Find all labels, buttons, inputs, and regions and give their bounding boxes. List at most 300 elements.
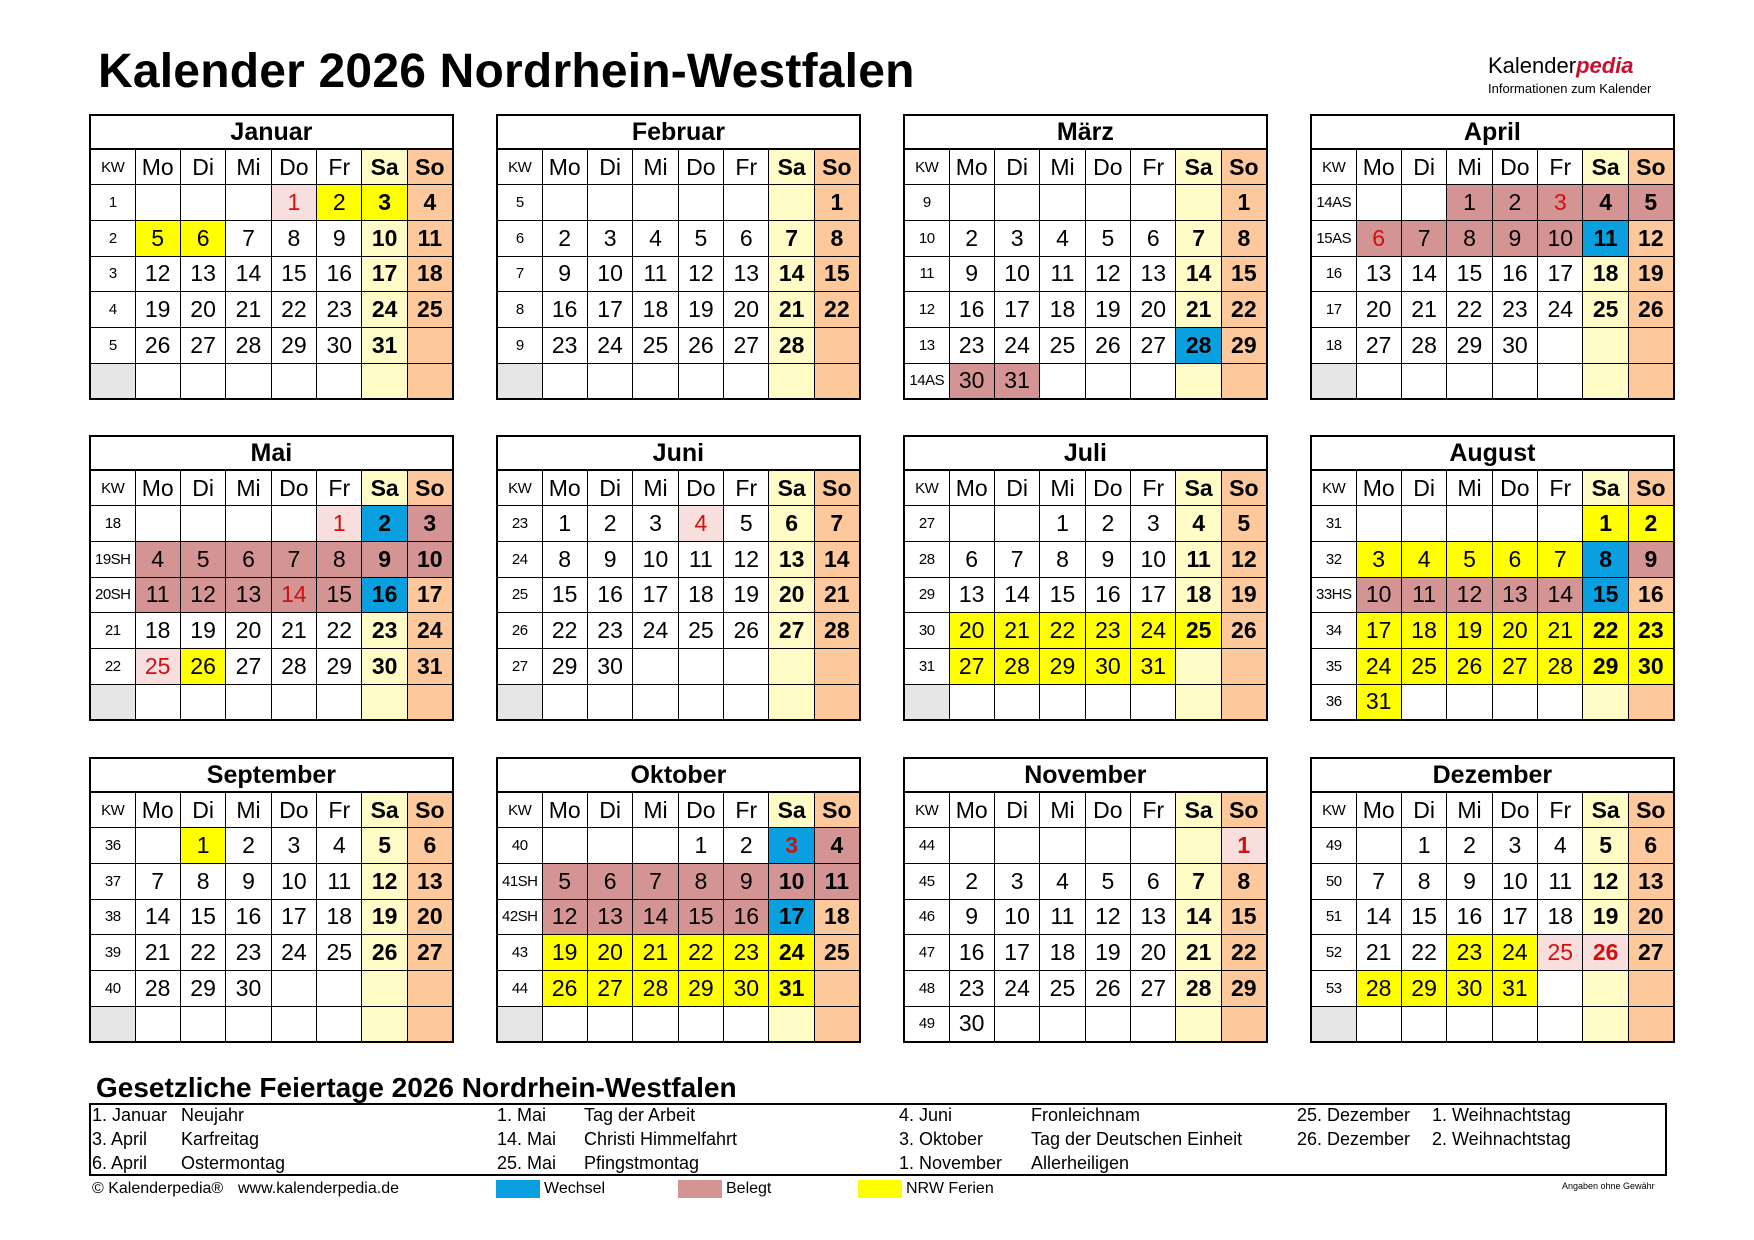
day-cell[interactable]: 10 (407, 541, 452, 577)
day-cell[interactable]: 8 (1221, 863, 1266, 899)
day-cell[interactable]: 17 (1131, 577, 1176, 613)
day-cell[interactable]: 15 (1040, 577, 1085, 613)
day-cell[interactable]: 7 (1538, 541, 1583, 577)
day-cell[interactable]: 8 (1040, 541, 1085, 577)
day-cell[interactable]: 10 (587, 256, 632, 292)
day-cell[interactable]: 1 (1221, 828, 1266, 864)
day-cell[interactable]: 7 (1401, 220, 1446, 256)
day-cell[interactable]: 17 (271, 899, 316, 935)
day-cell[interactable]: 28 (994, 648, 1039, 684)
day-cell[interactable]: 17 (587, 292, 632, 328)
day-cell[interactable]: 12 (1628, 220, 1673, 256)
day-cell[interactable]: 24 (1492, 935, 1537, 971)
day-cell[interactable]: 23 (949, 327, 994, 363)
day-cell[interactable]: 25 (814, 935, 860, 971)
day-cell[interactable]: 30 (1447, 970, 1492, 1006)
day-cell[interactable]: 16 (317, 256, 362, 292)
day-cell[interactable]: 9 (949, 899, 994, 935)
day-cell[interactable]: 22 (1221, 935, 1266, 971)
day-cell[interactable]: 27 (1356, 327, 1401, 363)
day-cell[interactable]: 28 (135, 970, 180, 1006)
day-cell[interactable]: 4 (678, 506, 723, 542)
day-cell[interactable]: 5 (1583, 828, 1628, 864)
day-cell[interactable]: 14 (994, 577, 1039, 613)
day-cell[interactable]: 23 (226, 935, 271, 971)
day-cell[interactable]: 3 (587, 220, 632, 256)
day-cell[interactable]: 18 (317, 899, 362, 935)
day-cell[interactable]: 2 (542, 220, 587, 256)
day-cell[interactable]: 14 (1176, 899, 1221, 935)
day-cell[interactable]: 20 (1628, 899, 1673, 935)
day-cell[interactable]: 8 (317, 541, 362, 577)
day-cell[interactable]: 23 (317, 292, 362, 328)
day-cell[interactable]: 19 (180, 613, 225, 649)
day-cell[interactable]: 2 (1628, 506, 1674, 542)
day-cell[interactable]: 4 (1583, 185, 1628, 221)
brand-logo[interactable] (1488, 54, 1634, 78)
day-cell[interactable]: 8 (678, 863, 723, 899)
day-cell[interactable]: 3 (994, 863, 1039, 899)
day-cell[interactable]: 16 (226, 899, 271, 935)
day-cell[interactable]: 25 (1583, 292, 1628, 328)
day-cell[interactable]: 1 (317, 506, 362, 542)
day-cell[interactable]: 4 (1401, 541, 1446, 577)
day-cell[interactable]: 21 (769, 292, 814, 328)
day-cell[interactable]: 21 (633, 935, 678, 971)
day-cell[interactable]: 29 (1040, 648, 1085, 684)
day-cell[interactable]: 7 (1176, 220, 1221, 256)
day-cell[interactable]: 7 (633, 863, 678, 899)
day-cell[interactable]: 12 (724, 541, 769, 577)
day-cell[interactable]: 26 (362, 935, 407, 971)
day-cell[interactable]: 19 (1447, 613, 1492, 649)
day-cell[interactable]: 18 (1401, 613, 1446, 649)
day-cell[interactable]: 8 (1447, 220, 1492, 256)
day-cell[interactable]: 30 (587, 648, 632, 684)
day-cell[interactable]: 24 (633, 613, 678, 649)
day-cell[interactable]: 30 (317, 327, 362, 363)
day-cell[interactable]: 24 (1131, 613, 1176, 649)
day-cell[interactable]: 12 (1447, 577, 1492, 613)
day-cell[interactable]: 23 (724, 935, 769, 971)
day-cell[interactable]: 10 (271, 863, 316, 899)
day-cell[interactable]: 19 (362, 899, 407, 935)
day-cell[interactable]: 13 (769, 541, 814, 577)
day-cell[interactable]: 27 (407, 935, 452, 971)
day-cell[interactable]: 11 (317, 863, 362, 899)
day-cell[interactable]: 28 (814, 613, 859, 649)
day-cell[interactable]: 22 (1447, 292, 1492, 328)
day-cell[interactable]: 10 (633, 541, 678, 577)
day-cell[interactable]: 15 (678, 899, 723, 935)
day-cell[interactable]: 2 (1492, 185, 1537, 221)
day-cell[interactable]: 21 (1176, 292, 1221, 328)
day-cell[interactable]: 27 (949, 648, 994, 684)
day-cell[interactable]: 5 (180, 541, 225, 577)
day-cell[interactable]: 2 (949, 220, 994, 256)
day-cell[interactable]: 27 (180, 327, 225, 363)
day-cell[interactable]: 23 (1085, 613, 1130, 649)
day-cell[interactable]: 24 (1356, 648, 1401, 684)
day-cell[interactable]: 10 (1538, 220, 1583, 256)
day-cell[interactable]: 4 (1040, 220, 1085, 256)
day-cell[interactable]: 24 (994, 970, 1039, 1006)
day-cell[interactable]: 18 (814, 899, 860, 935)
day-cell[interactable]: 23 (362, 613, 407, 649)
day-cell[interactable]: 24 (994, 327, 1039, 363)
day-cell[interactable]: 19 (1085, 292, 1130, 328)
day-cell[interactable]: 20 (587, 935, 632, 971)
day-cell[interactable]: 1 (1447, 185, 1492, 221)
day-cell[interactable]: 12 (1085, 899, 1130, 935)
day-cell[interactable]: 3 (769, 828, 814, 864)
day-cell[interactable]: 29 (1221, 970, 1266, 1006)
day-cell[interactable]: 8 (1401, 863, 1446, 899)
day-cell[interactable]: 17 (407, 577, 452, 613)
day-cell[interactable]: 18 (135, 613, 180, 649)
day-cell[interactable]: 27 (1131, 327, 1176, 363)
day-cell[interactable]: 4 (407, 185, 453, 221)
day-cell[interactable]: 15 (1221, 256, 1266, 292)
day-cell[interactable]: 5 (1221, 506, 1266, 542)
day-cell[interactable]: 9 (542, 256, 587, 292)
day-cell[interactable]: 31 (994, 363, 1039, 399)
day-cell[interactable]: 29 (180, 970, 225, 1006)
day-cell[interactable]: 20 (1131, 935, 1176, 971)
day-cell[interactable]: 9 (724, 863, 769, 899)
day-cell[interactable]: 4 (814, 828, 860, 864)
day-cell[interactable]: 7 (994, 541, 1039, 577)
day-cell[interactable]: 18 (1040, 935, 1085, 971)
day-cell[interactable]: 2 (587, 506, 632, 542)
day-cell[interactable]: 24 (587, 327, 632, 363)
day-cell[interactable]: 23 (542, 327, 587, 363)
day-cell[interactable]: 25 (1040, 327, 1085, 363)
day-cell[interactable]: 20 (407, 899, 452, 935)
day-cell[interactable]: 2 (362, 506, 407, 542)
day-cell[interactable]: 17 (1492, 899, 1537, 935)
day-cell[interactable]: 5 (678, 220, 723, 256)
day-cell[interactable]: 16 (1492, 256, 1537, 292)
day-cell[interactable]: 11 (407, 220, 453, 256)
day-cell[interactable]: 7 (271, 541, 316, 577)
day-cell[interactable]: 3 (1538, 185, 1583, 221)
day-cell[interactable]: 1 (814, 185, 859, 221)
day-cell[interactable]: 9 (1447, 863, 1492, 899)
day-cell[interactable]: 26 (678, 327, 723, 363)
day-cell[interactable]: 31 (407, 648, 452, 684)
day-cell[interactable]: 27 (1131, 970, 1176, 1006)
day-cell[interactable]: 9 (362, 541, 407, 577)
day-cell[interactable]: 19 (1628, 256, 1673, 292)
day-cell[interactable]: 30 (226, 970, 271, 1006)
day-cell[interactable]: 10 (1131, 541, 1176, 577)
day-cell[interactable]: 26 (1447, 648, 1492, 684)
day-cell[interactable]: 24 (271, 935, 316, 971)
day-cell[interactable]: 21 (994, 613, 1039, 649)
day-cell[interactable]: 3 (362, 185, 407, 221)
day-cell[interactable]: 7 (226, 220, 271, 256)
day-cell[interactable]: 13 (1131, 256, 1176, 292)
day-cell[interactable]: 29 (317, 648, 362, 684)
day-cell[interactable]: 6 (226, 541, 271, 577)
day-cell[interactable]: 27 (1628, 935, 1673, 971)
day-cell[interactable]: 1 (1040, 506, 1085, 542)
day-cell[interactable]: 31 (1356, 684, 1401, 720)
day-cell[interactable]: 6 (769, 506, 814, 542)
day-cell[interactable]: 15 (317, 577, 362, 613)
day-cell[interactable]: 25 (317, 935, 362, 971)
day-cell[interactable]: 16 (587, 577, 632, 613)
day-cell[interactable]: 20 (1356, 292, 1401, 328)
day-cell[interactable]: 17 (994, 292, 1039, 328)
day-cell[interactable]: 19 (724, 577, 769, 613)
day-cell[interactable]: 15 (271, 256, 316, 292)
day-cell[interactable]: 6 (180, 220, 225, 256)
day-cell[interactable]: 2 (724, 828, 769, 864)
day-cell[interactable]: 16 (949, 292, 994, 328)
day-cell[interactable]: 18 (1583, 256, 1628, 292)
day-cell[interactable]: 14 (135, 899, 180, 935)
day-cell[interactable]: 11 (1040, 899, 1085, 935)
day-cell[interactable]: 6 (949, 541, 994, 577)
day-cell[interactable]: 24 (769, 935, 814, 971)
day-cell[interactable]: 30 (1628, 648, 1674, 684)
day-cell[interactable]: 7 (135, 863, 180, 899)
day-cell[interactable]: 31 (1131, 648, 1176, 684)
day-cell[interactable]: 13 (1131, 899, 1176, 935)
day-cell[interactable]: 24 (407, 613, 452, 649)
day-cell[interactable]: 9 (317, 220, 362, 256)
day-cell[interactable]: 14 (769, 256, 814, 292)
day-cell[interactable]: 18 (1040, 292, 1085, 328)
day-cell[interactable]: 16 (1085, 577, 1130, 613)
day-cell[interactable]: 15 (542, 577, 587, 613)
day-cell[interactable]: 13 (1628, 863, 1673, 899)
day-cell[interactable]: 29 (678, 970, 723, 1006)
day-cell[interactable]: 22 (814, 292, 859, 328)
day-cell[interactable]: 20 (1131, 292, 1176, 328)
day-cell[interactable]: 3 (1356, 541, 1401, 577)
day-cell[interactable]: 9 (1085, 541, 1130, 577)
day-cell[interactable]: 12 (1221, 541, 1266, 577)
day-cell[interactable]: 2 (317, 185, 362, 221)
day-cell[interactable]: 2 (1447, 828, 1492, 864)
day-cell[interactable]: 7 (1356, 863, 1401, 899)
day-cell[interactable]: 11 (1538, 863, 1583, 899)
day-cell[interactable]: 13 (587, 899, 632, 935)
day-cell[interactable]: 5 (542, 863, 587, 899)
day-cell[interactable]: 18 (678, 577, 723, 613)
day-cell[interactable]: 30 (949, 363, 994, 399)
day-cell[interactable]: 2 (1085, 506, 1130, 542)
day-cell[interactable]: 31 (362, 327, 407, 363)
day-cell[interactable]: 15 (1221, 899, 1266, 935)
day-cell[interactable]: 22 (542, 613, 587, 649)
day-cell[interactable]: 4 (317, 828, 362, 864)
day-cell[interactable]: 19 (135, 292, 180, 328)
day-cell[interactable]: 26 (724, 613, 769, 649)
day-cell[interactable]: 1 (1401, 828, 1446, 864)
day-cell[interactable]: 3 (1492, 828, 1537, 864)
day-cell[interactable]: 2 (949, 863, 994, 899)
day-cell[interactable]: 30 (362, 648, 407, 684)
day-cell[interactable]: 13 (949, 577, 994, 613)
day-cell[interactable]: 14 (633, 899, 678, 935)
day-cell[interactable]: 1 (542, 506, 587, 542)
day-cell[interactable]: 31 (769, 970, 814, 1006)
day-cell[interactable]: 17 (362, 256, 407, 292)
day-cell[interactable]: 4 (1538, 828, 1583, 864)
day-cell[interactable]: 7 (769, 220, 814, 256)
day-cell[interactable]: 6 (587, 863, 632, 899)
day-cell[interactable]: 16 (362, 577, 407, 613)
day-cell[interactable]: 6 (1628, 828, 1673, 864)
day-cell[interactable]: 23 (949, 970, 994, 1006)
day-cell[interactable]: 27 (587, 970, 632, 1006)
day-cell[interactable]: 27 (1492, 648, 1537, 684)
day-cell[interactable]: 20 (724, 292, 769, 328)
day-cell[interactable]: 21 (135, 935, 180, 971)
day-cell[interactable]: 8 (271, 220, 316, 256)
day-cell[interactable]: 25 (1538, 935, 1583, 971)
day-cell[interactable]: 3 (633, 506, 678, 542)
day-cell[interactable]: 28 (1538, 648, 1583, 684)
day-cell[interactable]: 23 (1447, 935, 1492, 971)
day-cell[interactable]: 3 (994, 220, 1039, 256)
day-cell[interactable]: 3 (1131, 506, 1176, 542)
day-cell[interactable]: 12 (180, 577, 225, 613)
day-cell[interactable]: 29 (1583, 648, 1628, 684)
day-cell[interactable]: 15 (1447, 256, 1492, 292)
day-cell[interactable]: 30 (949, 1006, 994, 1042)
day-cell[interactable]: 19 (678, 292, 723, 328)
day-cell[interactable]: 11 (678, 541, 723, 577)
day-cell[interactable]: 26 (135, 327, 180, 363)
day-cell[interactable]: 13 (724, 256, 769, 292)
day-cell[interactable]: 8 (1583, 541, 1628, 577)
day-cell[interactable]: 26 (1628, 292, 1673, 328)
day-cell[interactable]: 21 (1356, 935, 1401, 971)
day-cell[interactable]: 5 (1447, 541, 1492, 577)
day-cell[interactable]: 24 (362, 292, 407, 328)
day-cell[interactable]: 15 (1583, 577, 1628, 613)
day-cell[interactable]: 5 (1085, 863, 1130, 899)
day-cell[interactable]: 12 (678, 256, 723, 292)
day-cell[interactable]: 11 (1583, 220, 1628, 256)
day-cell[interactable]: 1 (678, 828, 723, 864)
day-cell[interactable]: 25 (1176, 613, 1221, 649)
day-cell[interactable]: 20 (180, 292, 225, 328)
day-cell[interactable]: 27 (226, 648, 271, 684)
day-cell[interactable]: 25 (135, 648, 180, 684)
day-cell[interactable]: 28 (633, 970, 678, 1006)
day-cell[interactable]: 10 (994, 899, 1039, 935)
day-cell[interactable]: 28 (271, 648, 316, 684)
day-cell[interactable]: 25 (1401, 648, 1446, 684)
day-cell[interactable]: 21 (226, 292, 271, 328)
day-cell[interactable]: 2 (226, 828, 271, 864)
day-cell[interactable]: 1 (1583, 506, 1628, 542)
day-cell[interactable]: 3 (407, 506, 452, 542)
day-cell[interactable]: 17 (1538, 256, 1583, 292)
day-cell[interactable]: 26 (1085, 970, 1130, 1006)
day-cell[interactable]: 13 (1492, 577, 1537, 613)
day-cell[interactable]: 26 (180, 648, 225, 684)
day-cell[interactable]: 14 (271, 577, 316, 613)
day-cell[interactable]: 25 (407, 292, 453, 328)
day-cell[interactable]: 17 (769, 899, 814, 935)
day-cell[interactable]: 28 (1401, 327, 1446, 363)
day-cell[interactable]: 23 (1628, 613, 1674, 649)
day-cell[interactable]: 30 (724, 970, 769, 1006)
day-cell[interactable]: 29 (1401, 970, 1446, 1006)
day-cell[interactable]: 19 (542, 935, 587, 971)
day-cell[interactable]: 26 (1221, 613, 1266, 649)
day-cell[interactable]: 19 (1583, 899, 1628, 935)
day-cell[interactable]: 5 (1628, 185, 1673, 221)
day-cell[interactable]: 15 (814, 256, 859, 292)
day-cell[interactable]: 21 (1401, 292, 1446, 328)
day-cell[interactable]: 11 (1176, 541, 1221, 577)
day-cell[interactable]: 14 (226, 256, 271, 292)
day-cell[interactable]: 12 (362, 863, 407, 899)
day-cell[interactable]: 30 (1085, 648, 1130, 684)
day-cell[interactable]: 18 (633, 292, 678, 328)
day-cell[interactable]: 26 (542, 970, 587, 1006)
day-cell[interactable]: 8 (1221, 220, 1266, 256)
day-cell[interactable]: 22 (1221, 292, 1266, 328)
day-cell[interactable]: 26 (1583, 935, 1628, 971)
day-cell[interactable]: 14 (814, 541, 859, 577)
day-cell[interactable]: 11 (633, 256, 678, 292)
day-cell[interactable]: 17 (1356, 613, 1401, 649)
day-cell[interactable]: 6 (1131, 220, 1176, 256)
day-cell[interactable]: 11 (135, 577, 180, 613)
day-cell[interactable]: 19 (1085, 935, 1130, 971)
day-cell[interactable]: 9 (949, 256, 994, 292)
day-cell[interactable]: 13 (1356, 256, 1401, 292)
day-cell[interactable]: 5 (724, 506, 769, 542)
day-cell[interactable]: 1 (180, 828, 225, 864)
day-cell[interactable]: 31 (1492, 970, 1537, 1006)
day-cell[interactable]: 23 (1492, 292, 1537, 328)
day-cell[interactable]: 12 (1583, 863, 1628, 899)
day-cell[interactable]: 22 (317, 613, 362, 649)
day-cell[interactable]: 17 (633, 577, 678, 613)
day-cell[interactable]: 12 (542, 899, 587, 935)
day-cell[interactable]: 22 (180, 935, 225, 971)
day-cell[interactable]: 28 (1176, 327, 1221, 363)
day-cell[interactable]: 9 (1628, 541, 1674, 577)
day-cell[interactable]: 20 (949, 613, 994, 649)
day-cell[interactable]: 22 (1583, 613, 1628, 649)
day-cell[interactable]: 29 (271, 327, 316, 363)
day-cell[interactable]: 18 (1538, 899, 1583, 935)
day-cell[interactable]: 11 (1040, 256, 1085, 292)
day-cell[interactable]: 5 (1085, 220, 1130, 256)
day-cell[interactable]: 1 (1221, 185, 1266, 221)
day-cell[interactable]: 25 (633, 327, 678, 363)
day-cell[interactable]: 13 (407, 863, 452, 899)
day-cell[interactable]: 22 (1401, 935, 1446, 971)
day-cell[interactable]: 28 (226, 327, 271, 363)
day-cell[interactable]: 21 (1538, 613, 1583, 649)
day-cell[interactable]: 4 (135, 541, 180, 577)
day-cell[interactable]: 3 (271, 828, 316, 864)
day-cell[interactable]: 28 (769, 327, 814, 363)
day-cell[interactable]: 29 (542, 648, 587, 684)
